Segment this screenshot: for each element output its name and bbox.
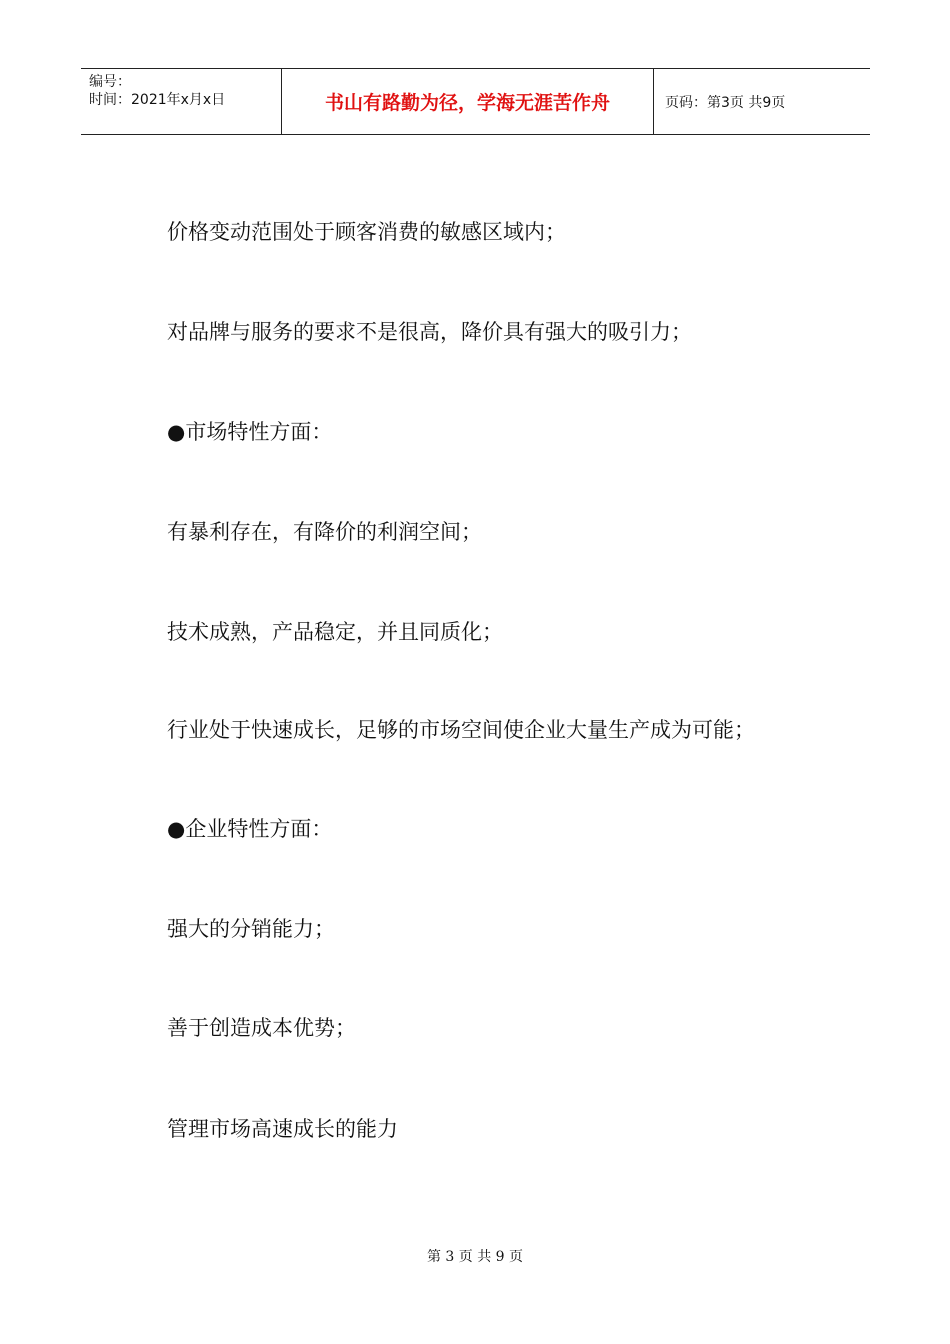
body-line-6: 行业处于快速成长，足够的市场空间使企业大量生产成为可能； bbox=[167, 718, 755, 742]
body-line-2: 对品牌与服务的要求不是很高，降价具有强大的吸引力； bbox=[167, 320, 692, 344]
body-line-9: 善于创造成本优势； bbox=[167, 1016, 356, 1040]
body-line-4: 有暴利存在，有降价的利润空间； bbox=[167, 520, 482, 544]
body-line-1: 价格变动范围处于顾客消费的敏感区域内； bbox=[167, 220, 566, 244]
body-line-10: 管理市场高速成长的能力 bbox=[167, 1117, 398, 1141]
section-heading-market: ●市场特性方面： bbox=[167, 420, 333, 444]
header-motto: 书山有路勤为径，学海无涯苦作舟 bbox=[324, 92, 610, 114]
body-line-5: 技术成熟，产品稳定，并且同质化； bbox=[167, 620, 503, 644]
document-date: 时间：2021年x月x日 bbox=[89, 92, 226, 108]
page-footer: 第 3 页 共 9 页 bbox=[426, 1249, 524, 1265]
header-page-info: 页码：第3页 共9页 bbox=[665, 94, 786, 111]
section-heading-enterprise: ●企业特性方面： bbox=[167, 817, 333, 841]
page-header bbox=[81, 68, 870, 135]
header-meta bbox=[81, 69, 281, 134]
document-number-label: 编号： bbox=[89, 74, 131, 90]
body-line-8: 强大的分销能力； bbox=[167, 917, 335, 941]
header-motto-cell bbox=[281, 69, 654, 134]
